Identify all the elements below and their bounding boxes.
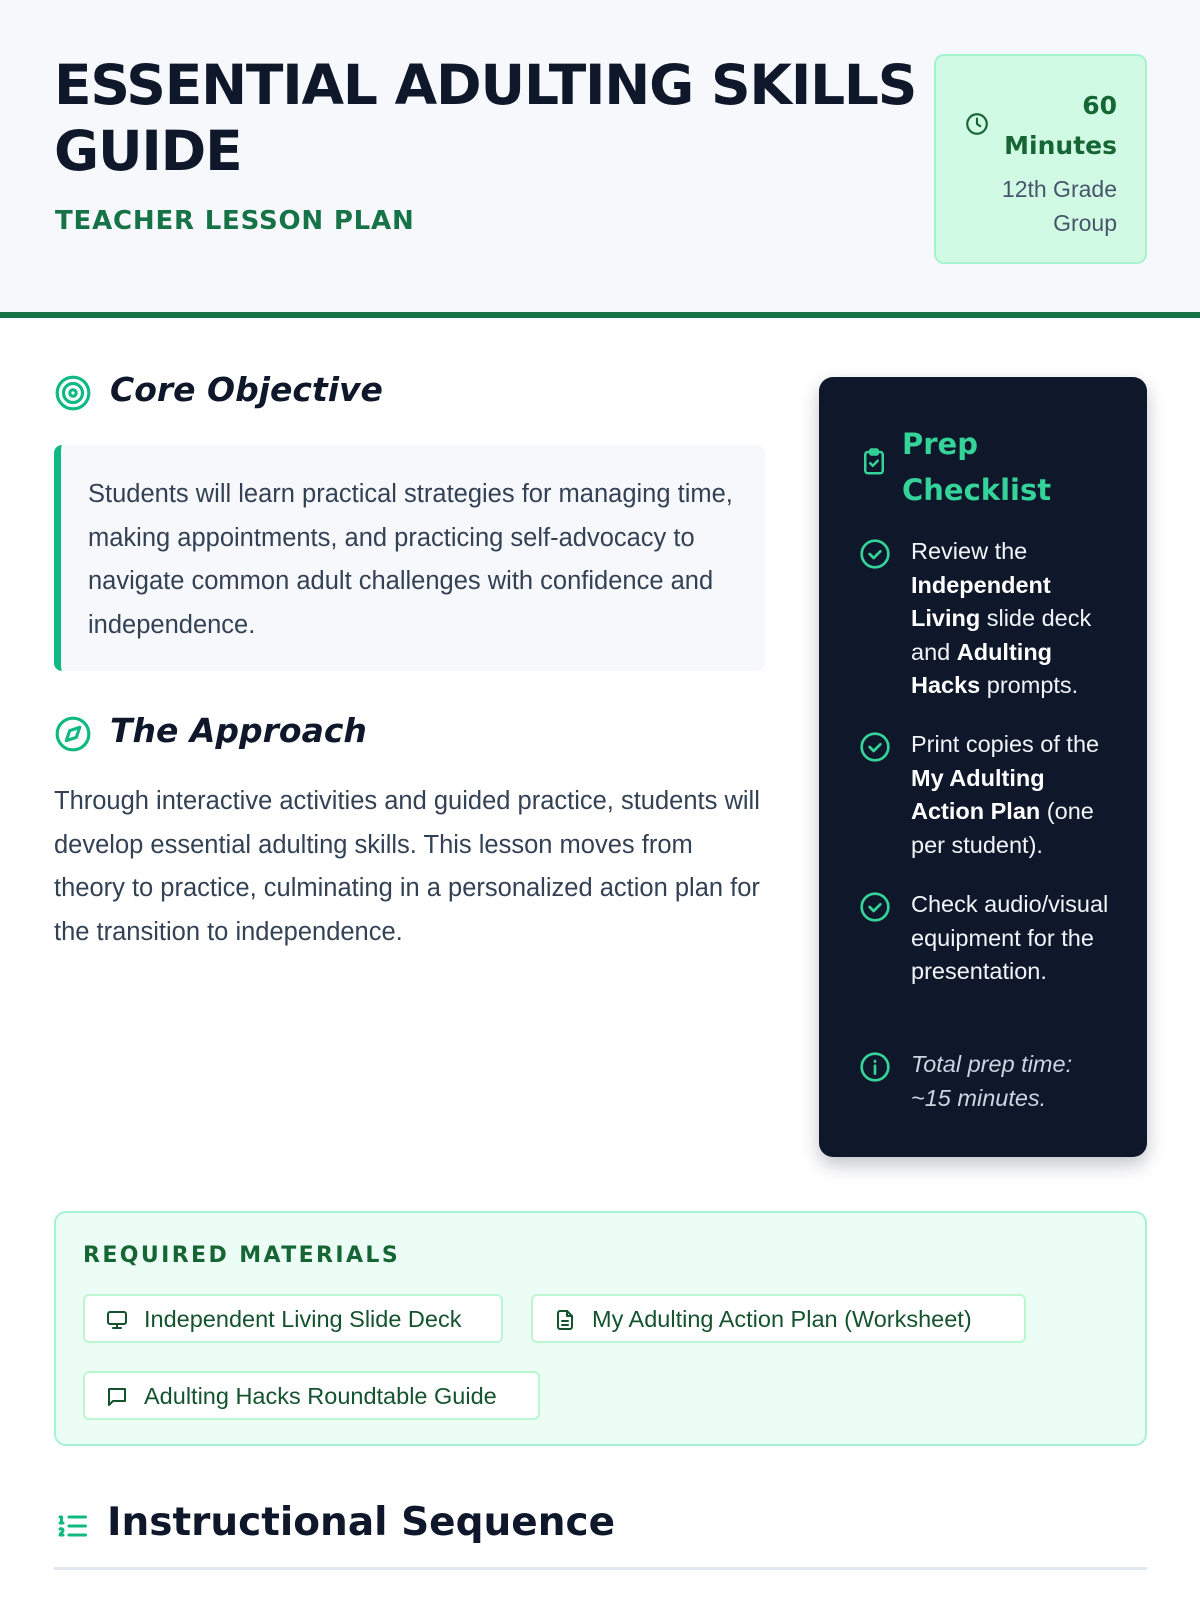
compass-icon	[54, 715, 92, 753]
material-label: Adulting Hacks Roundtable Guide	[144, 1383, 497, 1409]
instructional-sequence-heading	[54, 1500, 1147, 1570]
instructional-sequence-title: Instructional Sequence	[107, 1500, 616, 1545]
material-chip-roundtable-guide[interactable]	[83, 1371, 540, 1420]
check-circle-icon	[859, 731, 891, 763]
material-chip-action-plan[interactable]	[531, 1294, 1026, 1343]
prep-time-text: Total prep time: ~15 minutes.	[911, 1051, 1073, 1111]
material-label: Independent Living Slide Deck	[144, 1306, 462, 1332]
material-label: My Adulting Action Plan (Worksheet)	[592, 1306, 972, 1332]
page-title: ESSENTIAL ADULTING SKILLS GUIDE	[54, 53, 917, 183]
document-icon	[553, 1308, 577, 1332]
objective-text: Students will learn practical strategies for managing time, making appointments, and practicing self-advocacy to navigate common adult challenges with confidence and independence.	[54, 445, 765, 671]
check-circle-icon	[859, 538, 891, 570]
clipboard-check-icon	[859, 447, 889, 477]
target-icon	[54, 374, 92, 412]
checklist-item-text: Review the Independent Living slide deck and Adulting Hacks prompts.	[911, 538, 1092, 698]
prep-title: Prep Checklist	[902, 427, 1052, 507]
approach-text: Through interactive activities and guided practice, students will develop essential adulting skills. This lesson moves from theory to practice, culminating in a personalized action plan for the transition to independence.	[54, 787, 760, 946]
check-circle-icon	[859, 891, 891, 923]
message-icon	[105, 1385, 129, 1409]
material-chip-slide-deck[interactable]	[83, 1294, 503, 1343]
prep-checklist-panel	[819, 377, 1147, 1157]
checklist-item-text: Print copies of the My Adulting Action Plan (one per student).	[911, 731, 1100, 858]
page-subtitle: TEACHER LESSON PLAN	[55, 206, 415, 236]
objective-title: Core Objective	[110, 370, 383, 409]
monitor-icon	[105, 1308, 129, 1332]
checklist-item-text: Check audio/visual equipment for the presentation.	[911, 891, 1109, 984]
page-header	[0, 0, 1200, 318]
duration-value: 60 Minutes	[1004, 91, 1117, 160]
grade-group: 12th Grade Group	[1001, 176, 1117, 236]
duration-card	[934, 54, 1147, 264]
required-materials	[54, 1211, 1147, 1446]
approach-title: The Approach	[110, 711, 367, 750]
numbered-list-icon	[54, 1508, 90, 1544]
materials-title: REQUIRED MATERIALS	[83, 1243, 401, 1268]
info-icon	[859, 1051, 891, 1083]
